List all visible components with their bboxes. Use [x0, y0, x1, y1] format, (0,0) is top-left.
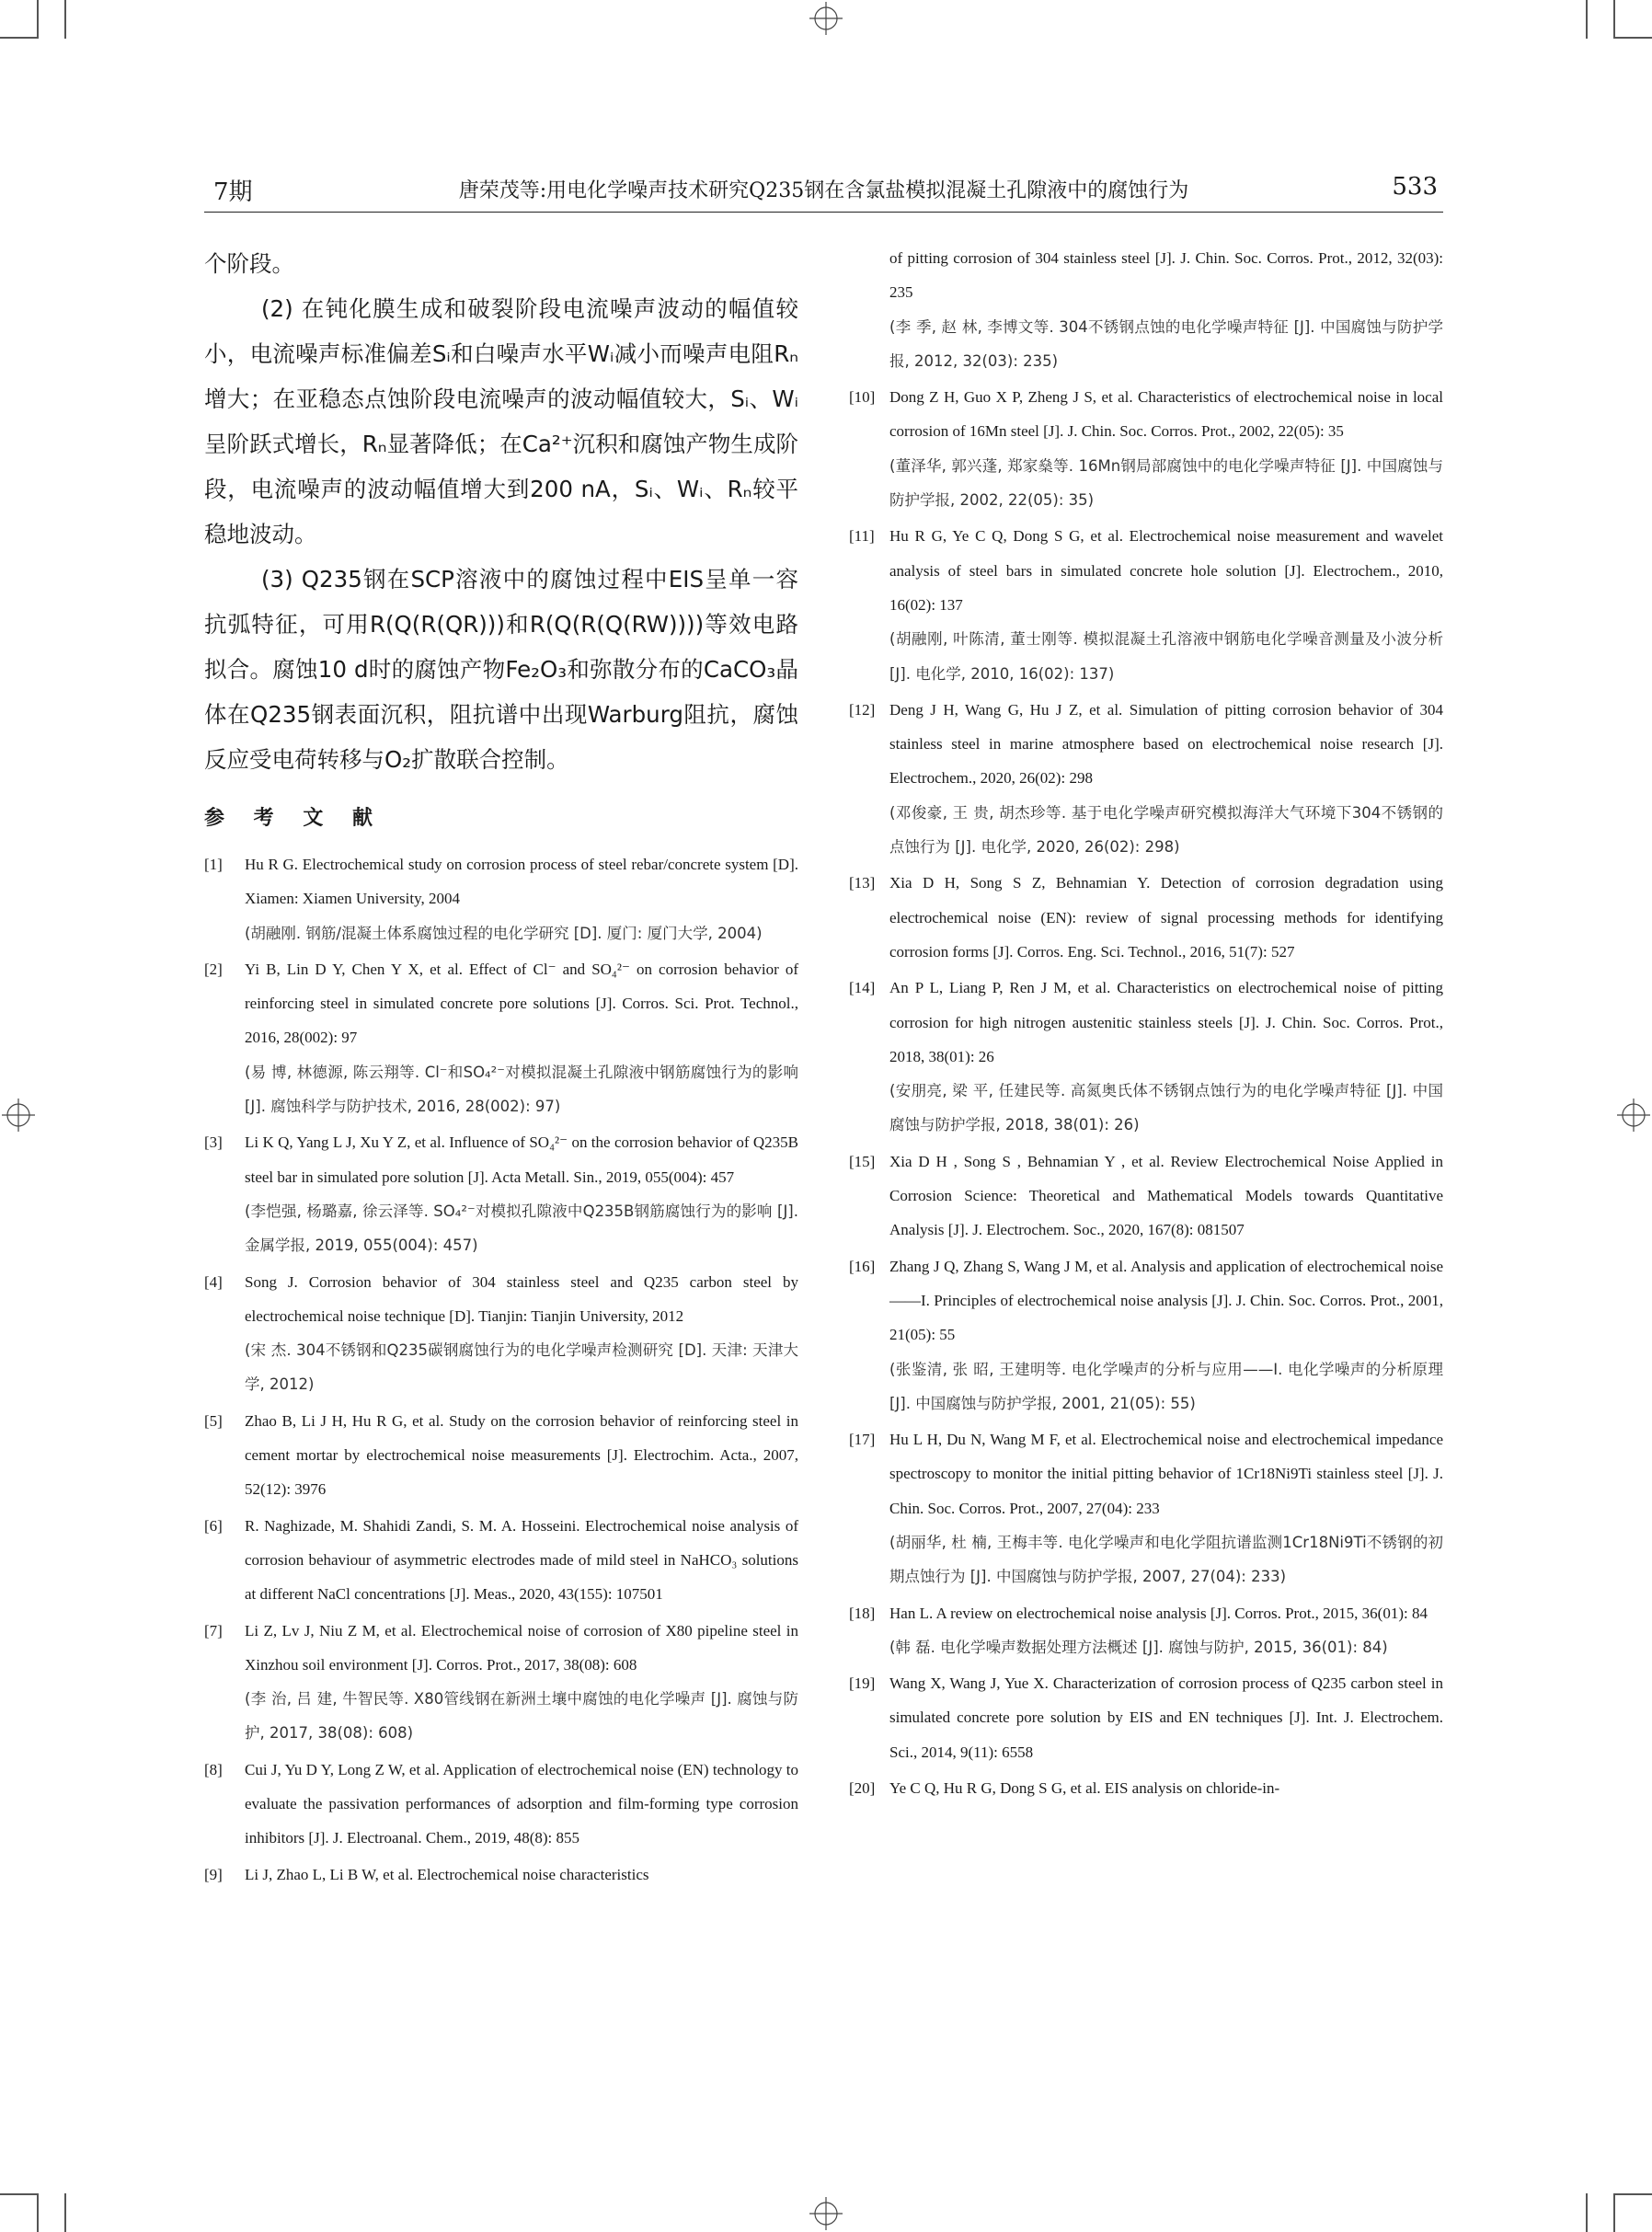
left-column [204, 241, 798, 1893]
reference-text: Deng J H, Wang G, Hu J Z, et al. Simulation of pitting corrosion behavior of 304 stainless steel in marine atmosphere based on electrochemical noise research [J]. Electrochem., 2020, 26(02): 298 [889, 700, 1443, 788]
reference-item [204, 1509, 798, 1612]
reference-text: Cui J, Yu D Y, Long Z W, et al. Application of electrochemical noise (EN) technology to evaluate the passivation performances of adsorption and film-forming type corrosion inhibitors [J]. J. Electroanal. Chem., 2019, 48(8): 855 [245, 1760, 798, 1847]
crop-mark [1586, 2193, 1588, 2232]
conclusion-item-2: (2) 在钝化膜生成和破裂阶段电流噪声波动的幅值较小，电流噪声标准偏差Sᵢ和白噪声水平Wᵢ减小而噪声电阻Rₙ增大；在亚稳态点蚀阶段电流噪声的波动幅值较大，Sᵢ、Wᵢ呈阶跃式增长，Rₙ显著降低；在Ca²⁺沉积和腐蚀产物生成阶段，电流噪声的波动幅值增大到200 nA，Sᵢ、Wᵢ、Rₙ较平稳地波动。 [204, 295, 798, 547]
conclusion-item-3: (3) Q235钢在SCP溶液中的腐蚀过程中EIS呈单一容抗弧特征，可用R(Q(R(QR)))和R(Q(R(Q(RW))))等效电路拟合。腐蚀10 d时的腐蚀产物Fe₂O₃和弥散分布的CaCO₃晶体在Q235钢表面沉积，阻抗谱中出现Warburg阻抗，腐蚀反应受电荷转移与O₂扩散联合控制。 [204, 566, 798, 773]
reference-item [204, 1265, 798, 1402]
reference-number: [19] [849, 1674, 876, 1693]
reference-item [849, 1422, 1443, 1593]
reference-item [849, 1249, 1443, 1421]
reference-number: [9] [204, 1865, 223, 1883]
reference-item [204, 1858, 798, 1892]
reference-item [849, 241, 1443, 378]
reference-item [204, 1404, 798, 1507]
reference-text: Xia D H, Song S Z, Behnamian Y. Detection of corrosion degradation using electrochemical noise (EN): review of signal processing methods for identifying corrosion forms [J]. Corros. Eng. Sci. Technol., 2016, 51(7): 527 [889, 874, 1443, 961]
reference-chinese-text: (宋 杰. 304不锈钢和Q235碳钢腐蚀行为的电化学噪声检测研究 [D]. 天津: 天津大学, 2012) [245, 1341, 798, 1394]
reference-number: [7] [204, 1621, 223, 1639]
reference-item [204, 1125, 798, 1262]
reference-number: [18] [849, 1604, 876, 1622]
reference-chinese-text: (韩 磊. 电化学噪声数据处理方法概述 [J]. 腐蚀与防护, 2015, 36(01): 84) [889, 1638, 1388, 1656]
reference-text: Zhao B, Li J H, Hu R G, et al. Study on the corrosion behavior of reinforcing steel in cement mortar by electrochemical noise measurements [J]. Electrochim. Acta., 2007, 52(12): 3976 [245, 1411, 798, 1499]
reference-number: [2] [204, 960, 223, 978]
reference-item [849, 971, 1443, 1142]
reference-chinese-text: (李恺强, 杨璐嘉, 徐云泽等. SO₄²⁻对模拟孔隙液中Q235B钢筋腐蚀行为的影响 [J]. 金属学报, 2019, 055(004): 457) [245, 1202, 798, 1255]
registration-mark-icon [809, 2, 843, 35]
reference-number: [1] [204, 856, 223, 873]
crop-mark [1615, 2193, 1652, 2195]
references-heading: 参 考 文 献 [204, 807, 384, 830]
reference-chinese-text: (邓俊豪, 王 贵, 胡杰珍等. 基于电化学噪声研究模拟海洋大气环境下304不锈钢的点蚀行为 [J]. 电化学, 2020, 26(02): 298) [889, 803, 1443, 857]
reference-item [204, 847, 798, 950]
reference-chinese-text: (安朋亮, 梁 平, 任建民等. 高氮奥氏体不锈钢点蚀行为的电化学噪声特征 [J]. 中国腐蚀与防护学报, 2018, 38(01): 26) [889, 1082, 1443, 1134]
reference-chinese-text: (李 季, 赵 林, 李博文等. 304不锈钢点蚀的电化学噪声特征 [J]. 中国腐蚀与防护学报, 2012, 32(03): 235) [889, 317, 1443, 370]
reference-text: Song J. Corrosion behavior of 304 stainless steel and Q235 carbon steel by electrochemical noise technique [D]. Tianjin: Tianjin University, 2012 [245, 1272, 798, 1325]
reference-text: An P L, Liang P, Ren J M, et al. Characteristics on electrochemical noise of pitting corrosion for high nitrogen austenitic stainless steels [J]. J. Chin. Soc. Corros. Prot., 2018, 38(01): 26 [889, 979, 1443, 1065]
reference-number: [6] [204, 1516, 223, 1535]
reference-number: [17] [849, 1431, 876, 1449]
reference-text: Dong Z H, Guo X P, Zheng J S, et al. Characteristics of electrochemical noise in local corrosion of 16Mn steel [J]. J. Chin. Soc. Corros. Prot., 2002, 22(05): 35 [889, 388, 1443, 441]
reference-number: [4] [204, 1272, 223, 1291]
reference-text: Hu L H, Du N, Wang M F, et al. Electrochemical noise and electrochemical impedance spectroscopy to monitor the initial pitting behavior of 1Cr18Ni9Ti stainless steel [J]. J. Chin. Soc. Corros. Prot., 2007, 27(04): 233 [889, 1431, 1443, 1517]
crop-mark [1615, 37, 1652, 39]
issue-label: 7期 [213, 178, 253, 206]
reference-text: Li K Q, Yang L J, Xu Y Z, et al. Influence of SO₄²⁻ on the corrosion behavior of Q235B steel bar in simulated pore solution [J]. Acta Metall. Sin., 2019, 055(004): 457 [245, 1133, 798, 1186]
reference-number: [5] [204, 1411, 223, 1430]
crop-mark [1586, 0, 1588, 39]
registration-mark-icon [2, 1099, 35, 1132]
reference-chinese-text: (胡融刚, 叶陈清, 董士刚等. 模拟混凝土孔溶液中钢筋电化学噪音测量及小波分析 [J]. 电化学, 2010, 16(02): 137) [889, 630, 1443, 683]
reference-text: Li Z, Lv J, Niu Z M, et al. Electrochemical noise of corrosion of X80 pipeline steel in Xinzhou soil environment [J]. Corros. Prot., 2017, 38(08): 608 [245, 1621, 798, 1674]
reference-item [849, 1771, 1443, 1805]
reference-text: Li J, Zhao L, Li B W, et al. Electrochemical noise characteristics [245, 1865, 649, 1883]
reference-text: R. Naghizade, M. Shahidi Zandi, S. M. A. Hosseini. Electrochemical noise analysis of corrosion behaviour of asymmetric electrodes made of mild steel in NaHCO₃ solutions at different NaCl concentrations [J]. Meas., 2020, 43(155): 107501 [245, 1516, 798, 1604]
reference-item [849, 1145, 1443, 1248]
reference-text: Zhang J Q, Zhang S, Wang J M, et al. Analysis and application of electrochemical noise——I. Principles of electrochemical noise analysis [J]. J. Chin. Soc. Corros. Prot., 2001, 21(05): 55 [889, 1257, 1443, 1344]
reference-number: [10] [849, 388, 876, 407]
reference-item [204, 952, 798, 1123]
reference-item [849, 693, 1443, 864]
reference-chinese-text: (李 治, 吕 建, 牛智民等. X80管线钢在新洲土壤中腐蚀的电化学噪声 [J]. 腐蚀与防护, 2017, 38(08): 608) [245, 1690, 798, 1743]
reference-text: Ye C Q, Hu R G, Dong S G, et al. EIS analysis on chloride-in- [889, 1779, 1280, 1798]
reference-text: Wang X, Wang J, Yue X. Characterization of corrosion process of Q235 carbon steel in simulated concrete pore solution by EIS and EN techniques [J]. Int. J. Electrochem. Sci., 2014, 9(11): 6558 [889, 1674, 1443, 1761]
reference-chinese-text: (易 博, 林德源, 陈云翔等. Cl⁻和SO₄²⁻对模拟混凝土孔隙液中钢筋腐蚀行为的影响 [J]. 腐蚀科学与防护技术, 2016, 28(002): 97) [245, 1063, 798, 1116]
reference-number: [13] [849, 874, 876, 892]
reference-item [204, 1614, 798, 1751]
reference-item [849, 380, 1443, 517]
page-number: 533 [1392, 173, 1438, 201]
registration-mark-icon [1617, 1099, 1650, 1132]
reference-text: Xia D H , Song S , Behnamian Y , et al. Review Electrochemical Noise Applied in Corrosion Science: Theoretical and Mathematical Models towards Quantitative Analysis [J]. J. Electrochem. Soc., 2020, 167(8): 081507 [889, 1152, 1443, 1239]
reference-item [204, 1753, 798, 1856]
reference-chinese-text: (胡丽华, 杜 楠, 王梅丰等. 电化学噪声和电化学阻抗谱监测1Cr18Ni9Ti不锈钢的初期点蚀行为 [J]. 中国腐蚀与防护学报, 2007, 27(04): 233) [889, 1533, 1443, 1586]
crop-mark [1613, 2193, 1615, 2232]
reference-list-left [204, 847, 798, 1892]
reference-list-right [849, 241, 1443, 1805]
reference-number: [20] [849, 1779, 876, 1798]
crop-mark [0, 37, 37, 39]
reference-chinese-text: (董泽华, 郭兴蓬, 郑家燊等. 16Mn钢局部腐蚀中的电化学噪声特征 [J]. 中国腐蚀与防护学报, 2002, 22(05): 35) [889, 456, 1443, 510]
right-column [849, 241, 1443, 1807]
reference-text: Han L. A review on electrochemical noise analysis [J]. Corros. Prot., 2015, 36(01): 84 [889, 1604, 1428, 1622]
reference-chinese-text: (胡融刚. 钢筋/混凝土体系腐蚀过程的电化学研究 [D]. 厦门: 厦门大学, 2004) [245, 924, 763, 942]
reference-number: [15] [849, 1152, 876, 1170]
reference-chinese-text: (张鉴清, 张 昭, 王建明等. 电化学噪声的分析与应用——I. 电化学噪声的分析原理 [J]. 中国腐蚀与防护学报, 2001, 21(05): 55) [889, 1360, 1443, 1412]
reference-number: [12] [849, 700, 876, 719]
reference-text: of pitting corrosion of 304 stainless steel [J]. J. Chin. Soc. Corros. Prot., 2012, 32(03): 235 [889, 249, 1443, 302]
conclusion-carry-over: 个阶段。 [204, 250, 294, 277]
reference-item [849, 1596, 1443, 1665]
reference-text: Hu R G. Electrochemical study on corrosion process of steel rebar/concrete system [D]. Xiamen: Xiamen University, 2004 [245, 856, 798, 908]
registration-mark-icon [809, 2197, 843, 2230]
crop-mark [64, 2193, 66, 2232]
reference-number: [3] [204, 1133, 223, 1152]
reference-item [849, 519, 1443, 690]
reference-item [849, 1666, 1443, 1769]
crop-mark [37, 0, 39, 39]
crop-mark [64, 0, 66, 39]
reference-number: [16] [849, 1257, 876, 1275]
reference-text: Yi B, Lin D Y, Chen Y X, et al. Effect of Cl⁻ and SO₄²⁻ on corrosion behavior of reinforcing steel in simulated concrete pore solutions [J]. Corros. Sci. Prot. Technol., 2016, 28(002): 97 [245, 960, 798, 1047]
reference-item [849, 866, 1443, 969]
reference-number: [11] [849, 527, 875, 546]
reference-text: Hu R G, Ye C Q, Dong S G, et al. Electrochemical noise measurement and wavelet analysis of steel bars in simulated concrete hole solution [J]. Electrochem., 2010, 16(02): 137 [889, 527, 1443, 614]
running-header [204, 171, 1443, 213]
reference-number: [8] [204, 1760, 223, 1778]
crop-mark [1613, 0, 1615, 39]
crop-mark [37, 2193, 39, 2232]
crop-mark [0, 2193, 37, 2195]
reference-number: [14] [849, 979, 876, 997]
running-title: 唐荣茂等:用电化学噪声技术研究Q235钢在含氯盐模拟混凝土孔隙液中的腐蚀行为 [458, 179, 1189, 202]
